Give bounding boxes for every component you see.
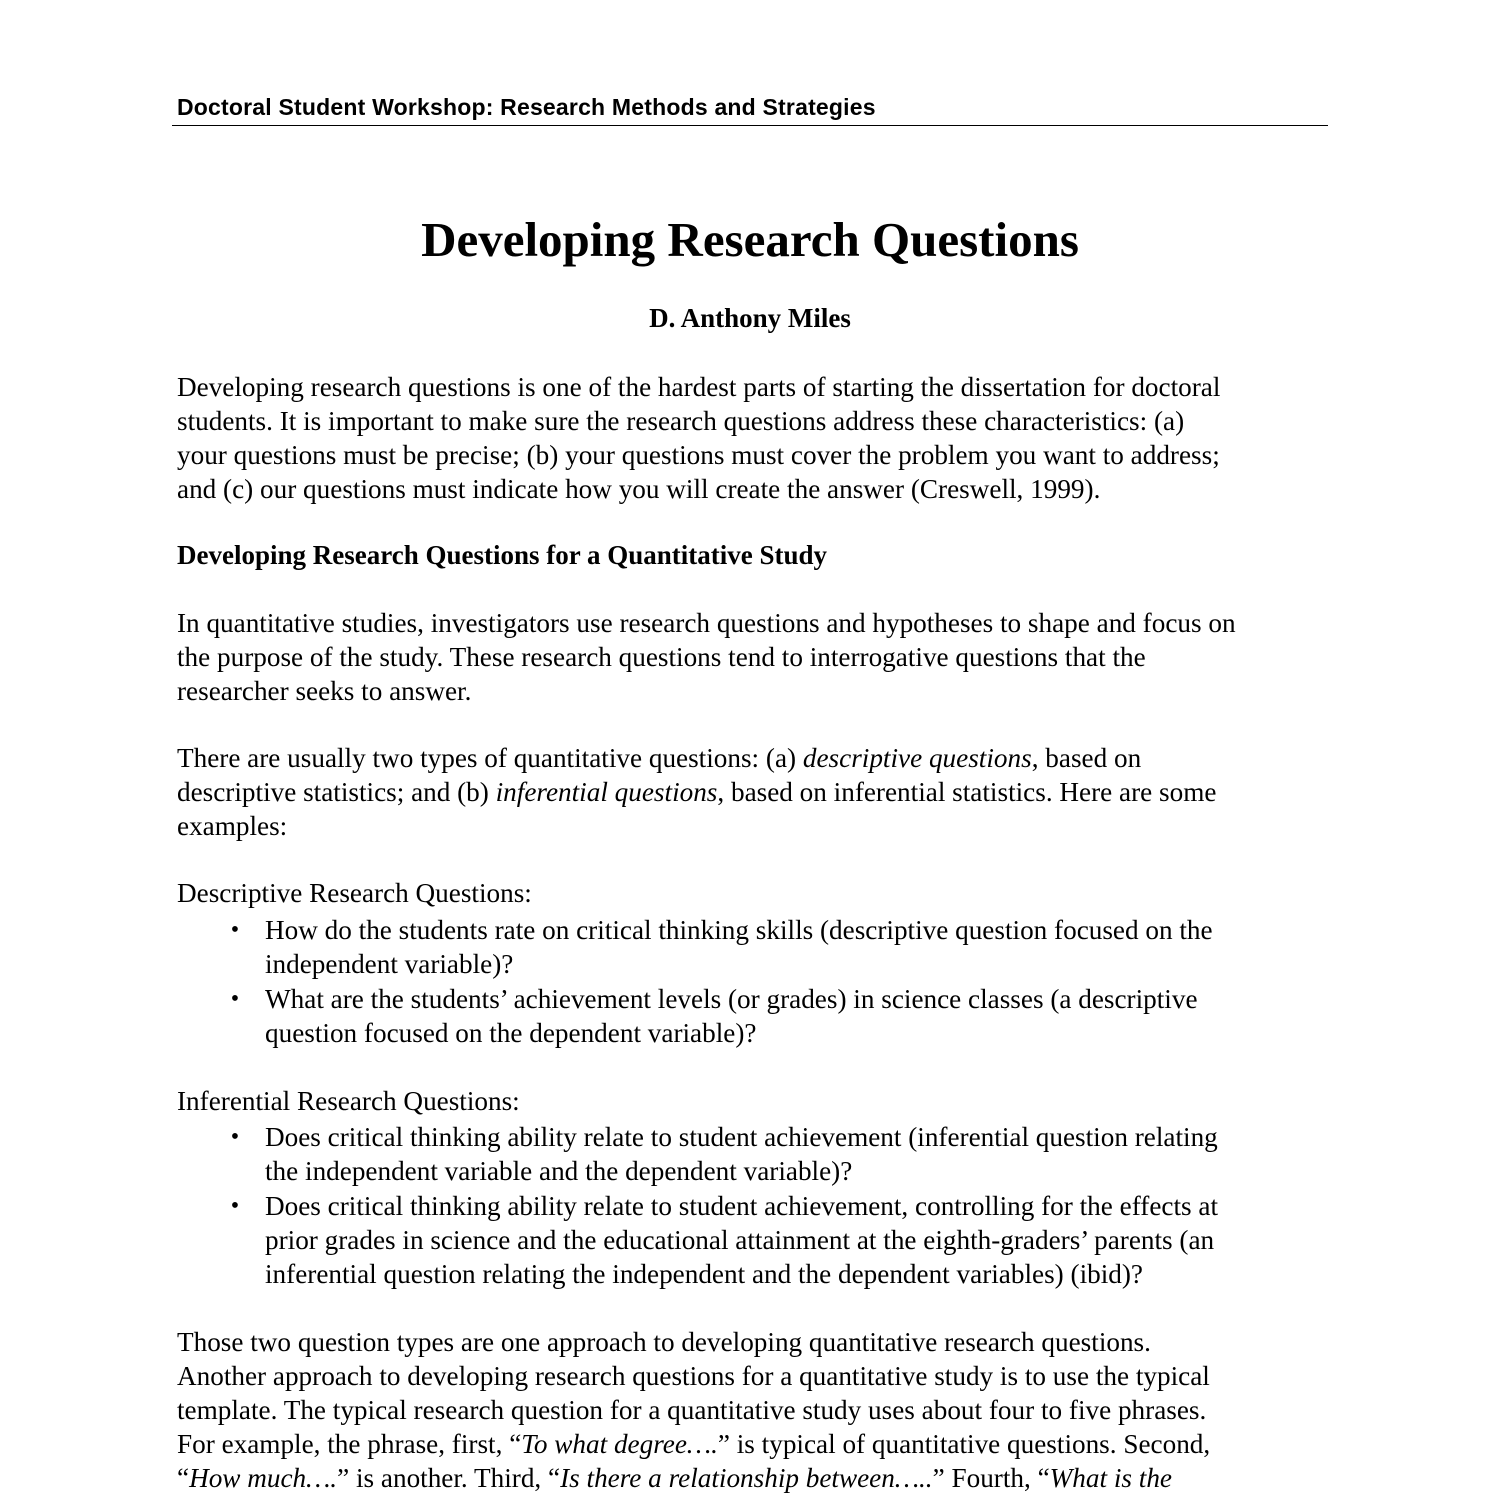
bullet-icon: •	[230, 917, 240, 943]
list-item	[177, 1189, 1332, 1291]
descriptive-list-label: Descriptive Research Questions:	[177, 878, 532, 908]
list-item	[177, 913, 1332, 981]
bullet-icon: •	[230, 1124, 240, 1150]
running-header: Doctoral Student Workshop: Research Methods and Strategies	[177, 94, 876, 120]
section-heading: Developing Research Questions for a Quantitative Study	[177, 540, 828, 570]
intro-line: students. It is important to make sure the research questions address these characteristics: (a)	[177, 406, 1185, 436]
closing-emphasis: What is the	[1049, 1463, 1172, 1493]
closing-line: Those two question types are one approach to developing quantitative research questions.	[177, 1327, 1151, 1357]
closing-line: template. The typical research question for a quantitative study uses about four to five phrases.	[177, 1395, 1207, 1425]
document-author: D. Anthony Miles	[649, 303, 851, 333]
closing-text: ” Fourth, “	[932, 1463, 1050, 1493]
closing-text: “	[177, 1463, 190, 1493]
list-item-line: Does critical thinking ability relate to student achievement, controlling for the effects at	[265, 1191, 1219, 1221]
types-text: , based on inferential statistics. Here are some	[717, 777, 1217, 807]
types-line	[177, 741, 1332, 775]
list-item-line: Does critical thinking ability relate to student achievement (inferential question relating	[265, 1122, 1218, 1152]
closing-line	[177, 1427, 1332, 1461]
intro-line: Developing research questions is one of the hardest parts of starting the dissertation for doctoral	[177, 372, 1221, 402]
intro-paragraph	[177, 370, 1332, 506]
list-item-line: How do the students rate on critical thinking skills (descriptive question focused on the	[265, 915, 1213, 945]
inferential-questions-term: inferential questions	[495, 777, 718, 807]
closing-emphasis: To what degree….	[521, 1429, 718, 1459]
quantitative-paragraph	[177, 606, 1332, 708]
list-item-line: inferential question relating the independent and the dependent variables) (ibid)?	[265, 1259, 1143, 1289]
types-line: examples:	[177, 811, 288, 841]
inferential-list-label: Inferential Research Questions:	[177, 1086, 520, 1116]
list-item-line: prior grades in science and the educational attainment at the eighth-graders’ parents (an	[265, 1225, 1215, 1255]
closing-emphasis: How much….	[189, 1463, 338, 1493]
closing-emphasis: Is there a relationship between…..	[560, 1463, 933, 1493]
closing-text: ” is another. Third, “	[337, 1463, 561, 1493]
descriptive-question-list	[177, 913, 1332, 1050]
intro-line: your questions must be precise; (b) your questions must cover the problem you want to address;	[177, 440, 1220, 470]
intro-line: and (c) our questions must indicate how you will create the answer (Creswell, 1999).	[177, 474, 1101, 504]
inferential-question-list	[177, 1120, 1332, 1291]
list-item-line: question focused on the dependent variable)?	[265, 1018, 757, 1048]
quant-line: researcher seeks to answer.	[177, 676, 472, 706]
bullet-icon: •	[230, 1193, 240, 1219]
closing-line: Another approach to developing research questions for a quantitative study is to use the typical	[177, 1361, 1210, 1391]
types-line	[177, 775, 1332, 809]
list-item-line: independent variable)?	[265, 949, 514, 979]
question-types-paragraph	[177, 741, 1332, 843]
closing-text: ” is typical of quantitative questions. Second,	[717, 1429, 1211, 1459]
list-item-line: What are the students’ achievement levels (or grades) in science classes (a descriptive	[265, 984, 1198, 1014]
document-title: Developing Research Questions	[421, 212, 1079, 267]
quant-line: the purpose of the study. These research questions tend to interrogative questions that the	[177, 642, 1146, 672]
bullet-icon: •	[230, 986, 240, 1012]
header-rule	[172, 125, 1328, 126]
list-item-line: the independent variable and the dependent variable)?	[265, 1156, 853, 1186]
quant-line: In quantitative studies, investigators use research questions and hypotheses to shape and focus on	[177, 608, 1236, 638]
closing-line	[177, 1461, 1332, 1495]
closing-text: For example, the phrase, first, “	[177, 1429, 522, 1459]
types-text: , based on	[1031, 743, 1142, 773]
types-text: descriptive statistics; and (b)	[177, 777, 496, 807]
list-item	[177, 982, 1332, 1050]
types-text: There are usually two types of quantitative questions: (a)	[177, 743, 803, 773]
list-item	[177, 1120, 1332, 1188]
descriptive-questions-term: descriptive questions	[802, 743, 1032, 773]
closing-paragraph	[177, 1325, 1332, 1495]
